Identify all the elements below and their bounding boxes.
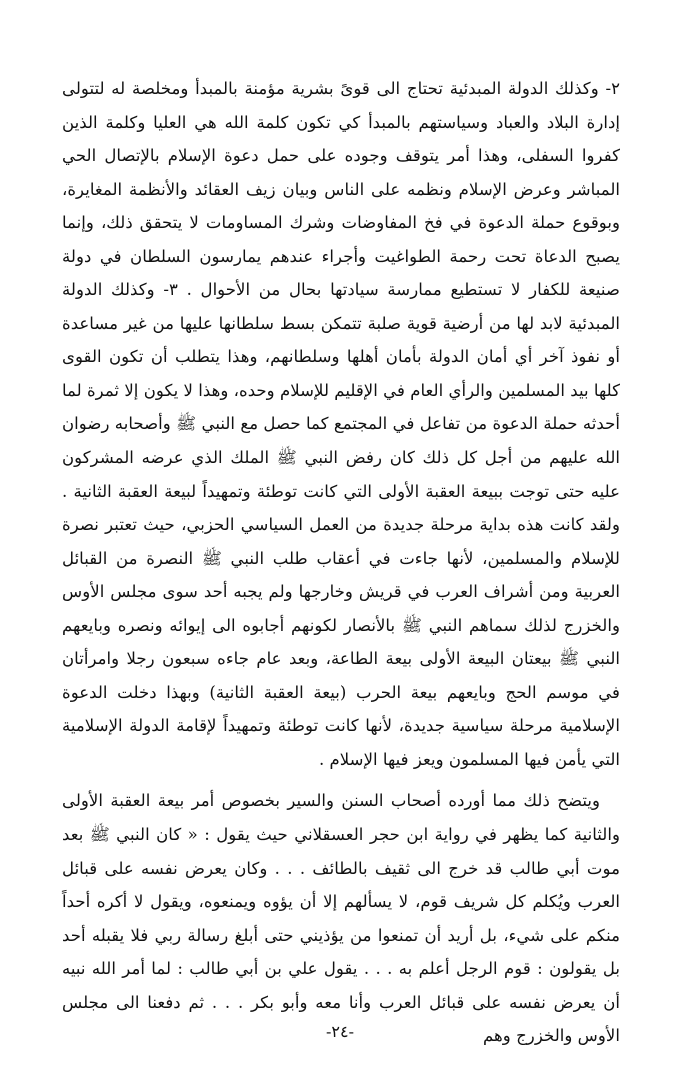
body-paragraph-1: ٢- وكذلك الدولة المبدئية تحتاج الى قوىً بشرية مؤمنة بالمبدأ ومخلصة له لتتولى إدارة البلاد والعباد وسياستهم بالمبدأ كي تكون كلمة الله هي العليا وكلمة الذين كفروا السفلى، وهذا أمر يتوقف وجوده على حمل دعوة الإسلام بالإتصال الحي المباشر وعرض الإسلام ونظمه على الناس وبيان زيف العقائد والأنظمة المغايرة، وبوقوع حملة الدعوة في فخ المفاوضات وشرك المساومات لا يتحقق ذلك، وإنما يصبح الدعاة تحت رحمة الطواغيت وأجراء عندهم يمارسون السلطان في دولة صنيعة للكفار لا تستطيع ممارسة سيادتها بحال من الأحوال . ٣- وكذلك الدولة المبدئية لابد لها من أرضية قوية صلبة تتمكن بسط سلطانها عليها من غير مساعدة أو نفوذ آخر أي أمان الدولة بأمان أهلها وسلطانهم، وهذا يتطلب أن تكون القوى كلها بيد المسلمين والرأي العام في الإقليم للإسلام وحده، وهذا لا يكون إلا ثمرة لما أحدثه حملة الدعوة من تفاعل في المجتمع كما حصل مع النبي ﷺ وأصحابه رضوان الله عليهم من أجل كل ذلك كان رفض النبي ﷺ الملك الذي عرضه المشركون عليه حتى توجت ببيعة العقبة الأولى التي كانت توطئة وتمهيداً لبيعة العقبة الثانية . ولقد كانت هذه بداية مرحلة جديدة من العمل السياسي الحزبي، حيث تعتبر نصرة للإسلام والمسلمين، لأنها جاءت في أعقاب طلب النبي ﷺ النصرة من القبائل العربية ومن أشراف العرب في قريش وخارجها ولم يجبه أحد سوى مجلس الأوس والخزرج لذلك سماهم النبي ﷺ بالأنصار لكونهم أجابوه الى إيوائه ونصره وبايعهم النبي ﷺ بيعتان البيعة الأولى بيعة الطاعة، وبعد عام جاءه سبعون رجلا وامرأتان في موسم الحج وبايعهم بيعة الحرب (بيعة العقبة الثانية) وبهذا دخلت الدعوة الإسلامية مرحلة سياسية جديدة، لأنها كانت توطئة وتمهيداً لإقامة الدولة الإسلامية التي يأمن فيها المسلمون ويعز فيها الإسلام . <box>62 79 620 769</box>
document-page <box>62 72 620 1053</box>
page-number: -٢٤- <box>326 1022 354 1041</box>
body-paragraph-2: ويتضح ذلك مما أورده أصحاب السنن والسير بخصوص أمر بيعة العقبة الأولى والثانية كما يظهر في رواية ابن حجر العسقلاني حيث يقول : « كان النبي ﷺ بعد موت أبي طالب قد خرج الى ثقيف بالطائف . . . وكان يعرض نفسه على قبائل العرب ويُكلم كل شريف قوم، لا يسألهم إلا أن يؤوه ويمنعوه، ويقول لا أكره أحداً منكم على شيء، بل أريد أن تمنعوا من يؤذيني حتى أبلغ رسالة ربي فلا يقبله أحد بل يقولون : قوم الرجل أعلم به . . . يقول علي بن أبي طالب : لما أمر الله نبيه أن يعرض نفسه على قبائل العرب وأنا معه وأبو بكر . . . ثم دفعنا الى مجلس الأوس والخزرج وهم <box>62 791 620 1046</box>
